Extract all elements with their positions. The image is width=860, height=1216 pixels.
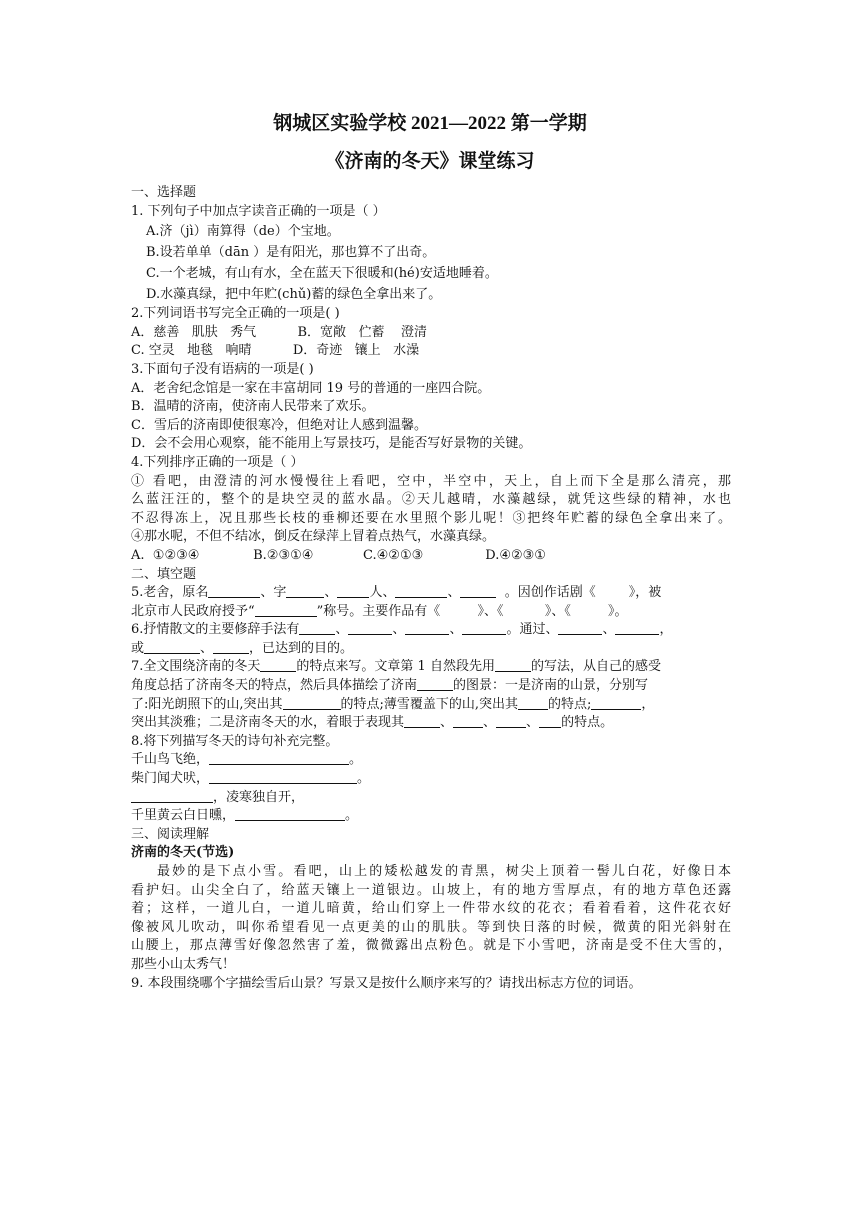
answer-blank[interactable]	[495, 659, 531, 672]
q2-options-ab: A．慈善 肌肤 秀气 B．宽敞 伫蓄 澄清	[131, 324, 427, 340]
answer-blank[interactable]	[213, 641, 249, 654]
answer-blank[interactable]	[131, 790, 213, 803]
passage-line: 那些小山太秀气！	[131, 956, 236, 972]
answer-blank[interactable]	[405, 622, 449, 635]
q5-line-1	[131, 584, 731, 603]
q4-text-line: 不忍得冻上，况且那些长枝的垂柳还要在水里照个影儿呢！③把终年贮蓄的绿色全拿出来了。	[131, 510, 731, 526]
poem-text: 千山鸟飞绝，	[131, 752, 210, 768]
q6-text: 6.抒情散文的主要修辞手法有	[131, 622, 300, 638]
q7-text: 的特点;	[548, 696, 592, 712]
q6-line-1	[131, 621, 731, 640]
q1-option-a: A.济（jì）南算得（de）个宝地。	[146, 224, 340, 240]
q2-options-cd: C. 空灵 地毯 响晴 D．奇迹 镶上 水澡	[131, 343, 420, 359]
answer-blank[interactable]	[283, 697, 341, 710]
q2-stem: 2.下列词语书写完全正确的一项是( )	[131, 306, 340, 322]
section-heading-reading: 三、阅读理解	[131, 826, 210, 842]
q7-text: 的写法，从自己的感受	[530, 659, 661, 675]
q5-text: 、	[447, 585, 461, 601]
answer-blank[interactable]	[539, 715, 561, 728]
answer-blank[interactable]	[518, 697, 548, 710]
q6-text: ，已达到的目的。	[249, 640, 354, 656]
passage-line: 最妙的是下点小雪。看吧，山上的矮松越发的青黑，树尖上顶着一髻儿白花，好像日本	[157, 864, 731, 879]
q4-text-line: ④那水呢，不但不结冰，倒反在绿萍上冒着点热气，水藻真绿。	[131, 529, 496, 545]
q7-text: 的特点;薄雪覆盖下的山,突出其	[340, 696, 519, 712]
section-heading-fill: 二、填空题	[131, 566, 197, 582]
poem-text: 柴门闻犬吠，	[131, 771, 210, 787]
q7-line-4	[131, 714, 731, 733]
q7-text: 的特点。	[561, 715, 614, 731]
answer-blank[interactable]	[255, 604, 317, 617]
answer-blank[interactable]	[337, 585, 369, 598]
q7-text: 的特点来写。文章第 1 自然段先用	[296, 659, 495, 675]
answer-blank[interactable]	[144, 641, 200, 654]
answer-blank[interactable]	[417, 678, 453, 691]
answer-blank[interactable]	[286, 585, 324, 598]
q7-line-1	[131, 658, 731, 677]
answer-blank[interactable]	[260, 659, 296, 672]
exercise-title: 《济南的冬天》课堂练习	[325, 151, 535, 172]
q6-text: 、	[200, 640, 214, 656]
answer-blank[interactable]	[395, 585, 447, 598]
q8-poem-line-4	[131, 807, 731, 826]
poem-period: 。	[345, 808, 359, 824]
answer-blank[interactable]	[558, 622, 602, 635]
q6-text: 、	[449, 622, 463, 638]
q3-option-b: B．温晴的济南，使济南人民带来了欢乐。	[131, 399, 375, 415]
poem-period: 。	[349, 752, 363, 768]
q8-stem: 8.将下列描写冬天的诗句补充完整。	[131, 733, 339, 749]
q4-options: A. ①②③④ B.②③①④ C.④②①③ D.④②③①	[131, 547, 546, 563]
poem-period: 。	[357, 771, 371, 787]
q7-line-3	[131, 696, 731, 715]
q7-text: 的图景：一是济南的山景，分别写	[453, 678, 649, 694]
answer-blank[interactable]	[404, 715, 440, 728]
q3-stem: 3.下面句子没有语病的一项是( )	[131, 361, 314, 377]
answer-blank[interactable]	[299, 622, 335, 635]
q9-stem: 9. 本段围绕哪个字描绘雪后山景？写景又是按什么顺序来写的？请找出标志方位的词语。	[131, 975, 642, 991]
q1-option-b: B.设若单单（dān ）是有阳光，那也算不了出奇。	[146, 245, 436, 261]
q8-poem-line-2	[131, 770, 731, 789]
q7-text: 、	[440, 715, 454, 731]
answer-blank[interactable]	[209, 771, 357, 784]
poem-text: 千里黄云白日曛，	[131, 808, 236, 824]
q6-text: 、	[602, 622, 616, 638]
q5-text: 、	[324, 585, 338, 601]
q6-text: 、	[392, 622, 406, 638]
q7-text: 角度总括了济南冬天的特点，然后具体描绘了济南	[131, 678, 418, 694]
q7-text: 、	[483, 715, 497, 731]
q7-line-2	[131, 677, 731, 696]
q8-poem-line-1	[131, 751, 731, 770]
answer-blank[interactable]	[208, 585, 260, 598]
answer-blank[interactable]	[462, 622, 506, 635]
q5-line-2	[131, 603, 731, 622]
answer-blank[interactable]	[591, 697, 641, 710]
q7-text: ，	[641, 696, 655, 712]
q8-poem-line-3	[131, 789, 731, 808]
poem-text: ，凌寒独自开，	[213, 789, 305, 805]
q1-stem: 1. 下列句子中加点字读音正确的一项是（ ）	[131, 203, 386, 219]
answer-blank[interactable]	[235, 808, 345, 821]
q5-text: 北京市人民政府授予“	[131, 603, 255, 619]
answer-blank[interactable]	[209, 752, 349, 765]
q4-text-line: ① 看吧，由澄清的河水慢慢往上看吧，空中，半空中，天上，自上而下全是那么清亮，那	[131, 473, 731, 489]
q1-option-c: C.一个老城，有山有水，全在蓝天下很暖和(hé)安适地睡着。	[146, 266, 498, 282]
passage-title: 济南的冬天(节选)	[131, 845, 235, 861]
school-term-title: 钢城区实验学校 2021—2022 第一学期	[273, 113, 587, 134]
q1-option-d: D.水藻真绿，把中年贮(chǔ)蓄的绿色全拿出来了。	[146, 287, 442, 303]
passage-line: 山腰上，那点薄雪好像忽然害了羞，微微露出点粉色。就是下小雪吧，济南是受不住大雪的，	[131, 938, 731, 954]
answer-blank[interactable]	[460, 585, 496, 598]
q3-option-a: A．老舍纪念馆是一家在丰富胡同 19 号的普通的一座四合院。	[131, 380, 491, 396]
section-heading-choice: 一、选择题	[131, 185, 197, 200]
q4-text-line: 么蓝汪汪的，整个的是块空灵的蓝水晶。②天儿越晴，水藻越绿，就凭这些绿的精神，水也	[131, 492, 731, 508]
q4-stem: 4.下列排序正确的一项是（ ）	[131, 454, 304, 470]
q6-text: 。通过、	[506, 622, 559, 638]
answer-blank[interactable]	[615, 622, 659, 635]
answer-blank[interactable]	[496, 715, 526, 728]
document-body	[131, 184, 731, 993]
passage-line: 着；这样，一道儿白，一道儿暗黄，给山们穿上一件带水纹的花衣；看着看着，这件花衣好	[131, 901, 731, 917]
q6-line-2	[131, 640, 731, 659]
q7-text: 突出其淡雅；二是济南冬天的水，着眼于表现其	[131, 715, 405, 731]
q5-text: 、字	[260, 585, 287, 601]
passage-line: 看护妇。山尖全白了，给蓝天镶上一道银边。山坡上，有的地方雪厚点，有的地方草色还露	[131, 882, 731, 898]
q5-text: 5.老舍，原名	[131, 585, 209, 601]
q5-text: 。因创作话剧《 》，被	[496, 585, 662, 601]
q5-text: 人、	[369, 585, 396, 601]
q5-text: ”称号。主要作品有《 》、《 》、《 》。	[316, 603, 628, 619]
answer-blank[interactable]	[348, 622, 392, 635]
q3-option-c: C．雪后的济南即使很寒冷，但绝对让人感到温馨。	[131, 417, 427, 433]
q6-text: 或	[131, 640, 145, 656]
answer-blank[interactable]	[453, 715, 483, 728]
q6-text: ，	[659, 622, 673, 638]
q7-text: 了:阳光朗照下的山,突出其	[131, 696, 283, 712]
q7-text: 、	[526, 715, 540, 731]
q3-option-d: D．会不会用心观察，能不能用上写景技巧，是能否写好景物的关键。	[131, 436, 532, 452]
q7-text: 7.全文围绕济南的冬天	[131, 659, 261, 675]
passage-line: 像被风儿吹动，叫你希望看见一点更美的山的肌肤。等到快日落的时候，微黄的阳光斜射在	[131, 919, 731, 935]
q6-text: 、	[335, 622, 349, 638]
